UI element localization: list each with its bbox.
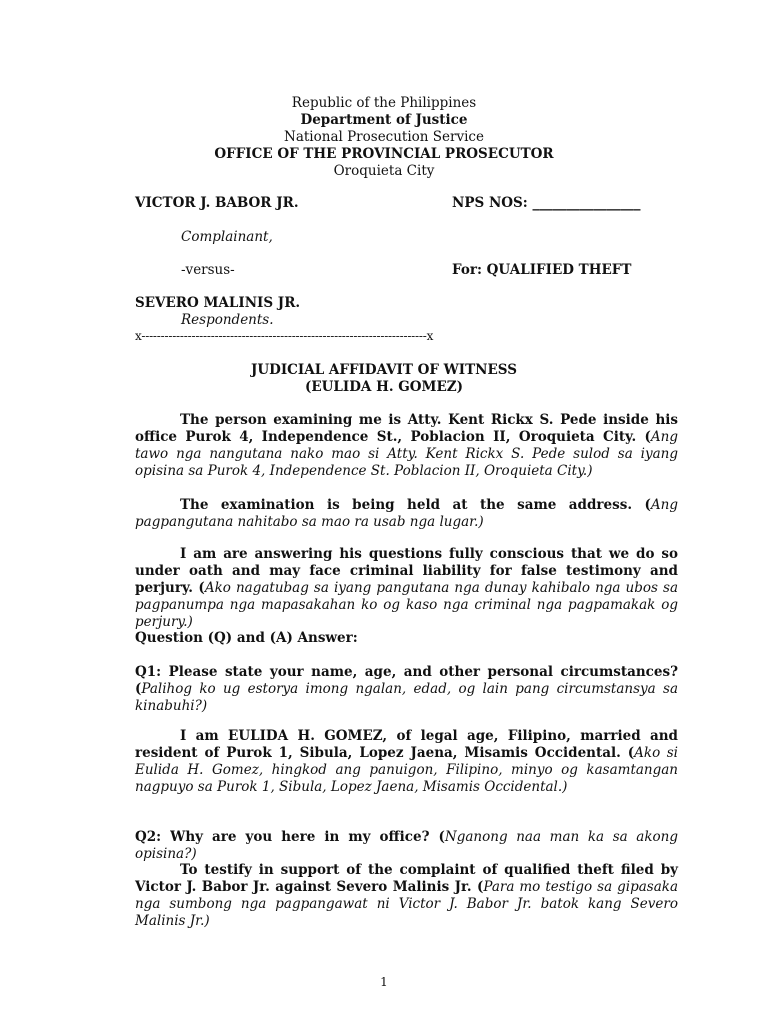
question-1 bbox=[135, 664, 678, 715]
qa-heading: Question (Q) and (A) Answer: bbox=[135, 630, 358, 646]
paragraph-examiner-ceb: Ang tawo nga nangutana nako mao si Atty. Kent Rickx S. Pede sulod sa iyang opisina sa Purok 4, Independence St. Poblacion II, Oroquieta City.) bbox=[135, 429, 678, 479]
question-2 bbox=[135, 829, 678, 863]
paragraph-examiner-en: The person examining me is Atty. Kent Rickx S. Pede inside his office Purok 4, Independence St., Poblacion II, Oroquieta City. ( bbox=[135, 412, 678, 445]
paragraph-location-en: The examination is being held at the same address. ( bbox=[180, 497, 651, 513]
nps-number-label: NPS NOS: ________________ bbox=[452, 195, 641, 211]
question-1-ceb: Palihog ko ug estorya imong ngalan, edad, og lain pang circumstansya sa kinabuhi?) bbox=[135, 681, 678, 714]
document-header bbox=[0, 95, 768, 180]
paragraph-oath bbox=[135, 546, 678, 631]
paragraph-oath-en: I am are answering his questions fully conscious that we do so under oath and may face criminal liability for false testimony and perjury. ( bbox=[135, 546, 678, 596]
case-type-label: For: QUALIFIED THEFT bbox=[452, 262, 632, 278]
question-1-en: Q1: Please state your name, age, and other personal circumstances?( bbox=[135, 664, 678, 697]
answer-1-ceb: Ako si Eulida H. Gomez, hingkod ang panuigon, Filipino, minyo og kasamtangan nagpuyo sa Purok 1, Sibula, Lopez Jaena, Misamis Occidental.) bbox=[135, 745, 678, 795]
answer-2-en: To testify in support of the complaint of qualified theft filed by Victor J. Babor Jr. against Severo Malinis Jr. ( bbox=[135, 862, 678, 895]
paragraph-location bbox=[135, 497, 678, 531]
affidavit-title bbox=[0, 362, 768, 396]
question-2-ceb: Nganong naa man ka sa akong opisina?) bbox=[135, 829, 678, 862]
header-service: National Prosecution Service bbox=[284, 129, 484, 145]
page-number: 1 bbox=[380, 975, 388, 989]
answer-1-en: I am EULIDA H. GOMEZ, of legal age, Filipino, married and resident of Purok 1, Sibula, Lopez Jaena, Misamis Occidental. ( bbox=[135, 728, 678, 761]
header-city: Oroquieta City bbox=[333, 163, 435, 179]
affidavit-title-line2: (EULIDA H. GOMEZ) bbox=[304, 379, 464, 395]
complainant-name: VICTOR J. BABOR JR. bbox=[135, 195, 299, 211]
paragraph-oath-ceb: Ako nagatubag sa iyang pangutana nga dunay kahibalo nga ubos sa pagpanumpa nga mapasakahan ko og kaso nga criminal nga pagpamakak og perjury.) bbox=[135, 580, 678, 630]
answer-2 bbox=[135, 862, 678, 930]
complainant-role: Complainant, bbox=[181, 229, 273, 245]
respondent-name: SEVERO MALINIS JR. bbox=[135, 295, 301, 311]
respondent-role: Respondents. bbox=[181, 312, 274, 328]
paragraph-location-ceb: Ang pagpangutana nahitabo sa mao ra usab nga lugar.) bbox=[135, 497, 678, 530]
affidavit-title-line1: JUDICIAL AFFIDAVIT OF WITNESS bbox=[251, 362, 517, 378]
caption-separator: x--------------------------------------------------------------------------x bbox=[135, 329, 434, 343]
versus-label: -versus- bbox=[181, 262, 235, 278]
answer-2-ceb: Para mo testigo sa gipasaka nga sumbong nga pagpangawat ni Victor J. Babor Jr. batok kang Severo Malinis Jr.) bbox=[135, 879, 678, 929]
header-republic: Republic of the Philippines bbox=[291, 95, 477, 111]
header-department: Department of Justice bbox=[300, 112, 468, 128]
paragraph-examiner bbox=[135, 412, 678, 480]
answer-1 bbox=[135, 728, 678, 796]
question-2-en: Q2: Why are you here in my office? ( bbox=[135, 829, 445, 845]
header-office: OFFICE OF THE PROVINCIAL PROSECUTOR bbox=[214, 146, 554, 162]
